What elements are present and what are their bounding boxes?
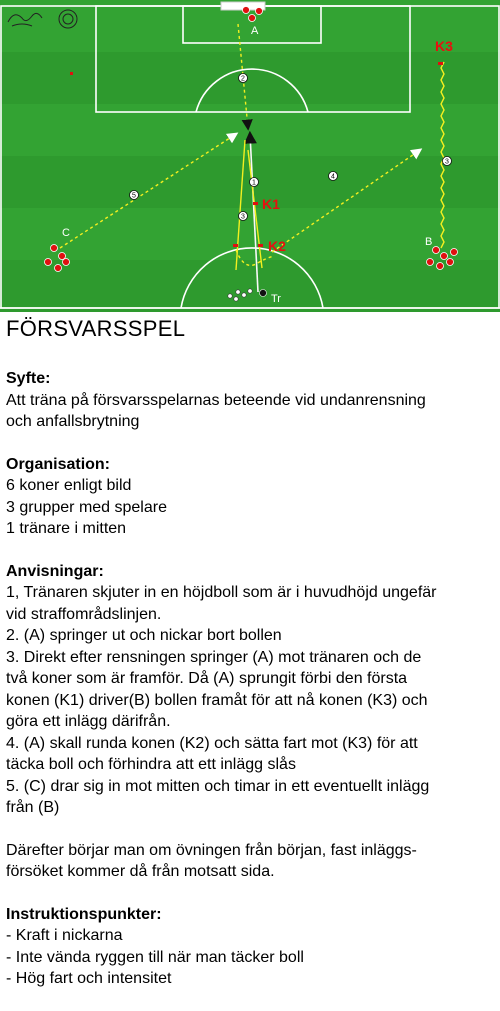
anvisningar-line: 2. (A) springer ut och nickar bort bollen (6, 627, 282, 644)
svg-text:3: 3 (241, 213, 245, 221)
anvisningar-line: 5. (C) drar sig in mot mitten och timar in ett eventuellt inlägg (6, 777, 430, 795)
label-a: A (251, 25, 259, 37)
organisation-line: 1 tränare i mitten (6, 520, 127, 537)
section-instruktionspunkter (6, 904, 496, 990)
instruktion-line: - Inte vända ryggen till när man täcker boll (6, 948, 304, 966)
section-organisation (6, 454, 496, 540)
anvisningar-line: från (B) (6, 799, 60, 816)
anvisningar-heading: Anvisningar: (6, 562, 104, 580)
cone-label-k1: K1 (262, 196, 280, 212)
anvisningar-line: täcka boll och förhindra att ett inlägg slås (6, 756, 296, 773)
step-marker-3b (443, 157, 452, 166)
anvisningar-line: vid straffområdslinjen. (6, 605, 162, 623)
doc-title: FÖRSVARSSPEL (6, 316, 186, 341)
svg-text:5: 5 (132, 192, 136, 200)
svg-text:2: 2 (241, 75, 245, 83)
organisation-line: 3 grupper med spelare (6, 498, 167, 516)
cone-k3 (438, 62, 443, 65)
anvisningar-line: konen (K1) driver(B) bollen framåt för att nå konen (K3) och (6, 691, 428, 709)
step-marker-1 (250, 178, 259, 187)
anvisningar-line: 1, Tränaren skjuter in en höjdboll som är i huvudhöjd ungefär (6, 584, 437, 601)
organisation-line: 6 koner enligt bild (6, 477, 132, 494)
section-anvisningar (6, 561, 496, 819)
cone-label-k3: K3 (435, 38, 453, 54)
svg-text:3: 3 (445, 158, 449, 166)
label-trainer: Tr (271, 293, 281, 305)
cone-k1 (253, 202, 258, 205)
instruktion-line: - Kraft i nickarna (6, 927, 123, 944)
training-diagram (0, 0, 500, 312)
anvisningar-line: 3. Direkt efter rensningen springer (A) mot tränaren och de (6, 648, 422, 666)
anvisningar-line: två koner som är framför. Då (A) sprungit förbi den första (6, 670, 408, 687)
step-marker-3a (239, 212, 248, 221)
label-c: C (62, 227, 70, 239)
instruktion-heading: Instruktionspunkter: (6, 905, 162, 923)
cone-label-k2: K2 (268, 238, 286, 254)
anvisningar-line: göra ett inlägg därifrån. (6, 713, 171, 730)
step-marker-5 (130, 191, 139, 200)
cone-k2b (233, 244, 238, 247)
instruktion-line: - Hög fart och intensitet (6, 970, 172, 987)
step-marker-2 (239, 74, 248, 83)
trainer (260, 290, 267, 297)
svg-text:1: 1 (252, 179, 256, 187)
label-b: B (425, 236, 433, 248)
section-syfte (6, 368, 496, 433)
syfte-heading: Syfte: (6, 370, 51, 387)
anvisningar-line: 4. (A) skall runda konen (K2) och sätta fart mot (K3) för att (6, 734, 418, 752)
syfte-line: Att träna på försvarsspelarnas beteende vid undanrensning (6, 391, 426, 409)
organisation-heading: Organisation: (6, 455, 111, 473)
cone-k2 (258, 244, 263, 247)
darefter-line: Därefter börjar man om övningen från början, fast inläggs- (6, 841, 417, 859)
syfte-line: och anfallsbrytning (6, 413, 140, 430)
section-darefter (6, 840, 496, 883)
darefter-line: försöket kommer då från motsatt sida. (6, 863, 275, 880)
marker-dot (70, 72, 73, 75)
step-marker-4 (329, 172, 338, 181)
svg-text:4: 4 (331, 173, 335, 181)
document (6, 316, 496, 1011)
